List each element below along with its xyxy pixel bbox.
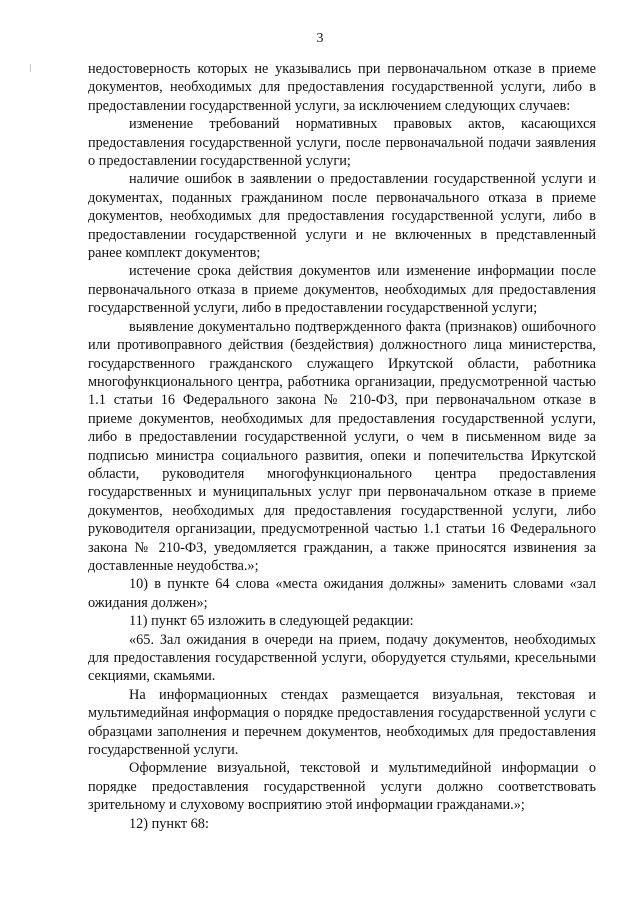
paragraph: 11) пункт 65 изложить в следующей редакции: — [129, 613, 414, 630]
paragraph: выявление документально подтвержденного факта (признаков) ошибочного или противоправного действия (бездействия) должностного лица министерства, государственного гражданского служащего Иркутской области, работника многофункционального центра, работника организации, предусмотренной частью 1.1 статьи 16 Федерального закона № 210-ФЗ, при первоначальном отказе в приеме документов, необходимых для предоставления государственной услуги, либо в предоставлении государственной услуги, о чем в письменном виде за подписью министра социального развития, опеки и попечительства Иркутской области, руководителя многофункционального центра предоставления государственных и муниципальных услуг при первоначальном отказе в приеме документов, необходимых для предоставления государственной услуги, либо руководителя организации, предусмотренной частью 1.1 статьи 16 Федерального закона № 210-ФЗ, уведомляется гражданин, а также приносятся извинения за доставленные неудобства.»; — [88, 318, 596, 574]
page-number: 3 — [316, 31, 324, 46]
paragraph: Оформление визуальной, текстовой и мультимедийной информации о порядке предоставления государственной услуги должно соответствовать зрительному и слуховому восприятию этой информации гражданами.»; — [88, 760, 596, 814]
paragraph: 12) пункт 68: — [129, 815, 209, 832]
margin-mark — [30, 64, 31, 72]
paragraph: На информационных стендах размещается визуальная, текстовая и мультимедийная информация о порядке предоставления государственной услуги с образцами заполнения и перечнем документов, необходимых для предоставления государственной услуги. — [88, 686, 596, 759]
paragraph: изменение требований нормативных правовых актов, касающихся предоставления государственной услуги, после первоначальной подачи заявления о предоставлении государственной услуги; — [88, 116, 596, 170]
document-body — [88, 60, 596, 833]
paragraph: 10) в пункте 64 слова «места ожидания должны» заменить словами «зал ожидания должен»; — [88, 576, 596, 611]
paragraph: «65. Зал ожидания в очереди на прием, подачу документов, необходимых для предоставления государственной услуги, оборудуется стульями, кресельными секциями, скамьями. — [88, 631, 596, 685]
paragraph: наличие ошибок в заявлении о предоставлении государственной услуги и документах, поданных гражданином после первоначального отказа в приеме документов, необходимых для предоставления государственной услуги, либо в предоставлении государственной услуги и не включенных в представленный ранее комплект документов; — [88, 171, 596, 262]
paragraph: истечение срока действия документов или изменение информации после первоначального отказа в приеме документов, необходимых для предоставления государственной услуги, либо в предоставлении государственной услуги; — [88, 263, 596, 317]
paragraph: недостоверность которых не указывались при первоначальном отказе в приеме документов, необходимых для предоставления государственной услуги, либо в предоставлении государственной услуги, за исключением следующих случаев: — [88, 61, 596, 114]
